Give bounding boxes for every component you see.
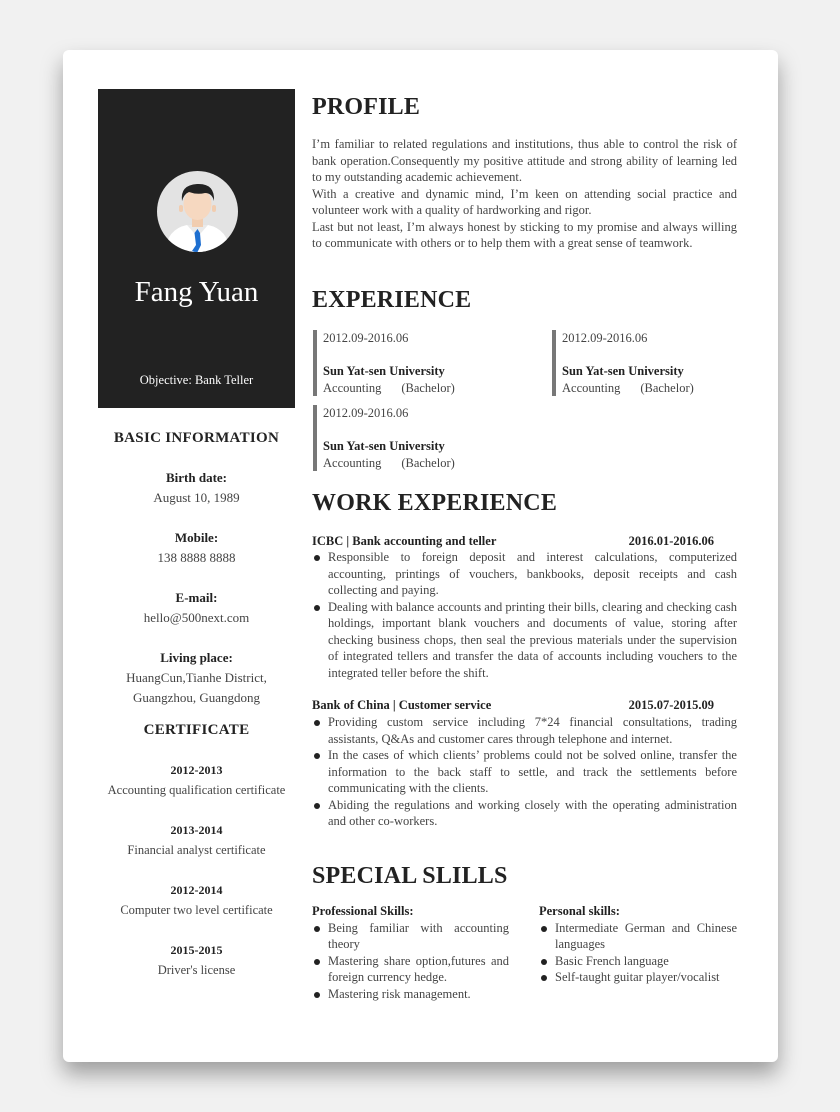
info-label: E-mail: bbox=[175, 590, 218, 605]
education-entry bbox=[313, 330, 513, 396]
info-label: Birth date: bbox=[165, 470, 228, 485]
list-item: In the cases of which clients’ problems could not be solved online, transfer the information to the back staff to settle, and track the settlements before communicating with the clients. bbox=[312, 747, 737, 797]
list-item: Intermediate German and Chinese languages bbox=[539, 920, 737, 953]
basic-info-heading: BASIC INFORMATION bbox=[113, 430, 280, 446]
person-avatar-icon bbox=[157, 171, 238, 252]
job-title: ICBC | Bank accounting and teller bbox=[312, 534, 497, 548]
info-mobile bbox=[98, 528, 295, 568]
professional-skills bbox=[312, 903, 509, 1002]
certificate-item bbox=[98, 820, 295, 860]
job-date: 2016.01-2016.06 bbox=[628, 534, 714, 548]
education-major bbox=[562, 380, 752, 397]
job-title: Bank of China | Customer service bbox=[312, 698, 492, 712]
certificate-name: Accounting qualification certificate bbox=[107, 783, 286, 797]
education-date: 2012.09-2016.06 bbox=[323, 406, 409, 420]
certificate-item bbox=[98, 940, 295, 980]
info-living-place bbox=[98, 648, 295, 708]
resume-page bbox=[63, 50, 778, 1062]
list-item: Mastering share option,futures and foreign currency hedge. bbox=[312, 953, 509, 986]
certificate-heading: CERTIFICATE bbox=[143, 722, 250, 738]
list-item: Abiding the regulations and working closely with the operating administration and other co-workers. bbox=[312, 797, 737, 830]
info-value-line1: HuangCun,Tianhe District, bbox=[126, 670, 267, 685]
education-school: Sun Yat-sen University bbox=[562, 364, 684, 378]
education-school: Sun Yat-sen University bbox=[323, 364, 445, 378]
professional-skills-list bbox=[312, 920, 509, 1003]
profile-text bbox=[312, 136, 737, 252]
major-name: Accounting bbox=[562, 380, 621, 395]
special-skills-heading: SPECIAL SLILLS bbox=[312, 863, 508, 889]
left-column bbox=[98, 428, 295, 980]
list-item: Dealing with balance accounts and printing their bills, clearing and checking cash holdings, important blank vouchers and documents of value, storing after checking business chops, then seal the previous materials under the supervision of integrated tellers and transfer the data of accounts including vouchers to the integrated teller before the shift. bbox=[312, 599, 737, 682]
professional-skills-title: Professional Skills: bbox=[312, 904, 414, 918]
profile-paragraph: With a creative and dynamic mind, I’m keen on attending social practice and volunteer work with a quality of hardworking and rigor. bbox=[312, 186, 737, 217]
job-duties-list bbox=[312, 549, 737, 681]
experience-heading: EXPERIENCE bbox=[312, 287, 472, 313]
education-major bbox=[323, 455, 513, 472]
list-item: Providing custom service including 7*24 financial consultations, trading assistants, Q&As and customer cares through telephone and internet. bbox=[312, 714, 737, 747]
education-date: 2012.09-2016.06 bbox=[323, 331, 409, 345]
certificate-name: Computer two level certificate bbox=[120, 903, 273, 917]
work-experience-heading: WORK EXPERIENCE bbox=[312, 490, 558, 516]
degree: (Bachelor) bbox=[401, 380, 455, 395]
list-item: Mastering risk management. bbox=[312, 986, 509, 1003]
education-school: Sun Yat-sen University bbox=[323, 439, 445, 453]
candidate-name: Fang Yuan bbox=[134, 276, 259, 308]
personal-skills bbox=[539, 903, 737, 986]
education-date: 2012.09-2016.06 bbox=[562, 331, 648, 345]
profile-heading: PROFILE bbox=[312, 94, 421, 120]
personal-skills-title: Personal skills: bbox=[539, 904, 620, 918]
info-label: Mobile: bbox=[174, 530, 219, 545]
certificate-item bbox=[98, 880, 295, 920]
certificate-item bbox=[98, 760, 295, 800]
profile-paragraph: Last but not least, I’m always honest by sticking to my promise and always willing to communicate with others or to help them with a great sense of teamwork. bbox=[312, 219, 737, 250]
list-item: Self-taught guitar player/vocalist bbox=[539, 969, 737, 986]
personal-skills-list bbox=[539, 920, 737, 986]
profile-paragraph: I’m familiar to related regulations and institutions, thus able to control the risk of bank operation.Consequently my positive attitude and strong ability of learning led to my outstanding academic achievement. bbox=[312, 137, 737, 184]
degree: (Bachelor) bbox=[401, 455, 455, 470]
education-entry bbox=[313, 405, 513, 471]
major-name: Accounting bbox=[323, 455, 382, 470]
info-birth-date bbox=[98, 468, 295, 508]
degree: (Bachelor) bbox=[640, 380, 694, 395]
certificate-name: Financial analyst certificate bbox=[127, 843, 266, 857]
certificate-year: 2012-2014 bbox=[170, 883, 223, 897]
info-value: August 10, 1989 bbox=[153, 490, 240, 505]
info-value: 138 8888 8888 bbox=[157, 550, 236, 565]
info-value: hello@500next.com bbox=[143, 610, 250, 625]
certificate-year: 2012-2013 bbox=[170, 763, 223, 777]
info-label: Living place: bbox=[160, 650, 233, 665]
list-item: Responsible to foreign deposit and interest calculations, computerized accounting, printings of vouchers, bankbooks, deposit receipts and cash collecting and paying. bbox=[312, 549, 737, 599]
education-entry bbox=[552, 330, 752, 396]
job-duties-list bbox=[312, 714, 737, 830]
education-major bbox=[323, 380, 513, 397]
list-item: Being familiar with accounting theory bbox=[312, 920, 509, 953]
job-header bbox=[312, 533, 714, 550]
list-item: Basic French language bbox=[539, 953, 737, 970]
career-objective: Objective: Bank Teller bbox=[139, 373, 254, 387]
info-email bbox=[98, 588, 295, 628]
job-header bbox=[312, 697, 714, 714]
major-name: Accounting bbox=[323, 380, 382, 395]
certificate-year: 2013-2014 bbox=[170, 823, 223, 837]
certificate-name: Driver's license bbox=[157, 963, 236, 977]
job-date: 2015.07-2015.09 bbox=[628, 698, 714, 712]
certificate-year: 2015-2015 bbox=[170, 943, 223, 957]
profile-header bbox=[98, 89, 295, 408]
info-value-line2: Guangzhou, Guangdong bbox=[132, 690, 261, 705]
